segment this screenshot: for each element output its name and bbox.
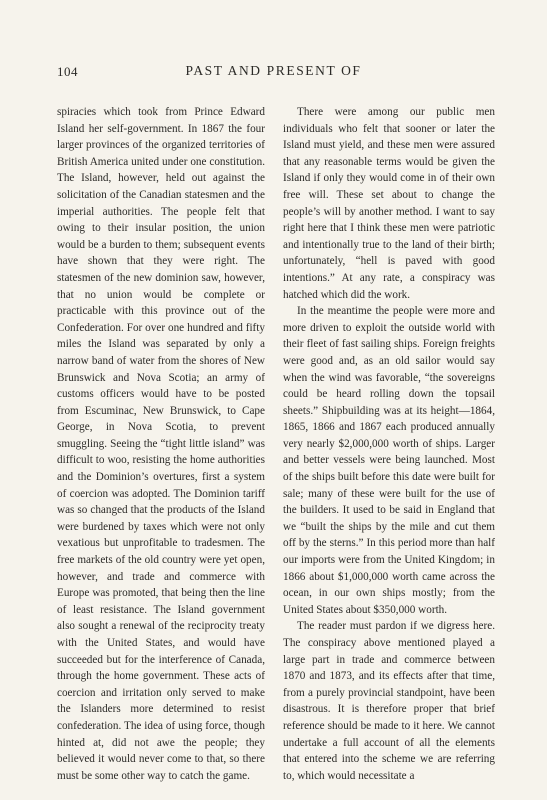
right-column — [283, 104, 495, 784]
right-paragraph-1: There were among our public men individuals who felt that sooner or later the Island must yield, and these men were assured that any reasonable terms would be given the Island if only they would come in of their own free will. These set about to change the people’s will by another method. I want to say right here that I think these men were patriotic and intentionally true to the land of their birth; unfortunately, “hell is paved with good intentions.” At any rate, a conspiracy was hatched which did the work. — [283, 106, 495, 301]
left-column — [57, 104, 265, 784]
running-head: PAST AND PRESENT OF — [185, 63, 362, 78]
right-paragraph-2: In the meantime the people were more and more driven to exploit the outside world with their fleet of fast sailing ships. Foreign freights were good and, as an old sailor would say when the wind was favorable, “the sovereigns could be heard rolling down the topsail sheets.” Shipbuilding was at its height—1864, 1865, 1866 and 1867 each produced annually very nearly $2,000,000 worth of ships. Larger and better vessels were being launched. Most of the ships built before this date were built for sale; many of these were built for the use of the builders. It used to be said in England that we “built the ships by the mile and cut them off by the sterns.” In this period more than half our imports were from the United Kingdom; in 1866 about $1,000,000 worth came across the ocean, in our own ships mostly; from the United States about $350,000 worth. — [283, 305, 495, 616]
left-paragraph-1: spiracies which took from Prince Edward Island her self-government. In 1867 the four larger provinces of the organized territories of British America united under one constitution. The Island, however, held out against the solicitation of the Canadian statesmen and the imperial authorities. The people felt that owing to their insular position, the union would be a burden to them; subsequent events have shown that they were right. The statesmen of the new dominion saw, however, that no union would be complete or practicable with this province out of the Confederation. For over one hundred and fifty miles the Island was separated by only a narrow band of water from the shores of New Brunswick and Nova Scotia; an army of customs officers would have to be posted from Escuminac, New Brunswick, to Cape George, in Nova Scotia, to prevent smuggling. Seeing the “tight little island” was difficult to woo, resisting the home authorities and the Dominion’s overtures, first a system of coercion was adopted. The Dominion tariff was so changed that the products of the Island were burdened by taxes which were not only vexatious but unprofitable to tradesmen. The free markets of the old country were yet open, however, and trade and commerce with Europe was promoted, that being then the line of least resistance. The Island government also sought a renewal of the reciprocity treaty with the United States, and would have succeeded but for the interference of Canada, through the home government. These acts of coercion and irritation only served to make the Islanders more determined to resist confederation. The idea of using force, though hinted at, did not awe the people; they believed it would never come to that, so there must be some other way to catch the game. — [57, 106, 265, 782]
page-number: 104 — [57, 64, 78, 79]
right-paragraph-3: The reader must pardon if we digress here. The conspiracy above mentioned played a large part in trade and commerce between 1870 and 1873, and its effects after that time, from a purely provincial standpoint, have been disastrous. It is therefore proper that brief reference should be made to it here. We cannot undertake a full account of all the elements that entered into the scheme we are referring to, which would necessitate a — [283, 620, 495, 782]
